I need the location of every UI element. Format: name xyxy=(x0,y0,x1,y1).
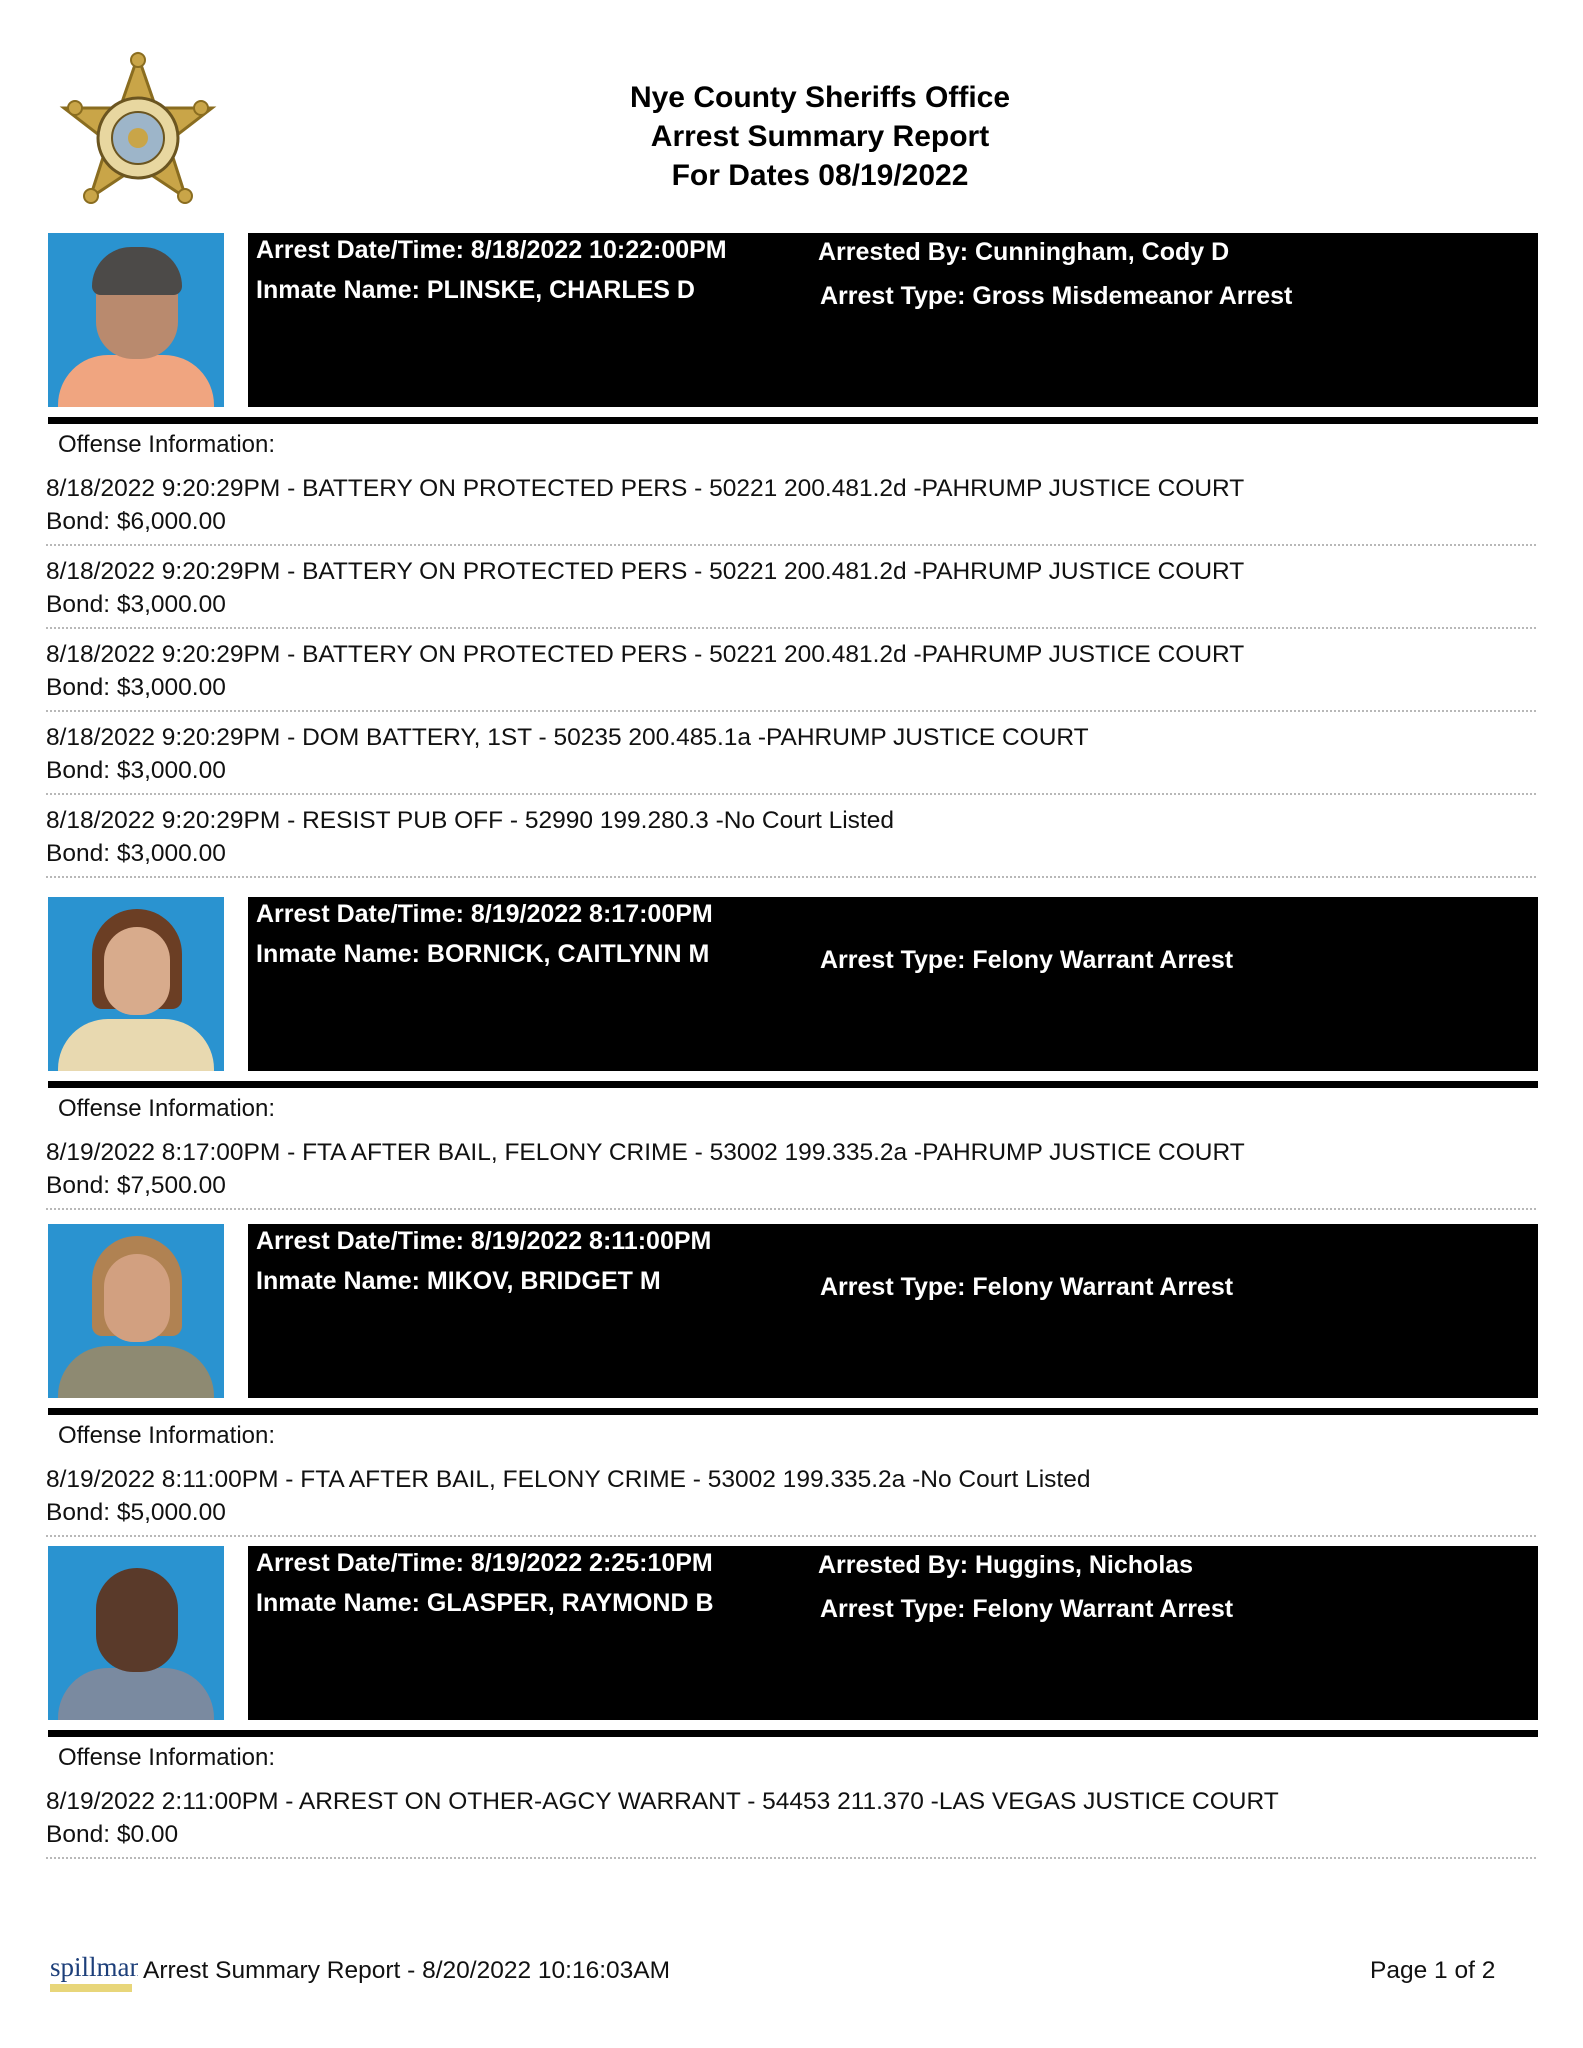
arrest-record xyxy=(48,1224,1538,1432)
offense-bond: Bond: $3,000.00 xyxy=(46,757,226,784)
arrest-datetime: Arrest Date/Time: 8/18/2022 10:22:00PM xyxy=(256,236,727,264)
dotted-separator xyxy=(46,793,1536,795)
offense-line: 8/18/2022 9:20:29PM - BATTERY ON PROTECTED PERS - 50221 200.481.2d -PAHRUMP JUSTICE COURT xyxy=(46,641,1245,668)
offense-line: 8/19/2022 2:11:00PM - ARREST ON OTHER-AGCY WARRANT - 54453 211.370 -LAS VEGAS JUSTICE COURT xyxy=(46,1788,1279,1815)
report-title: Arrest Summary Report xyxy=(650,120,990,153)
inmate-name: Inmate Name: PLINSKE, CHARLES D xyxy=(256,276,695,304)
offense-header: Offense Information: xyxy=(58,1095,276,1122)
arrest-type: Arrest Type: Gross Misdemeanor Arrest xyxy=(820,282,1293,310)
offense-entry xyxy=(46,804,1536,878)
inmate-photo xyxy=(48,897,224,1071)
offense-bond: Bond: $7,500.00 xyxy=(46,1172,226,1199)
inmate-name: Inmate Name: MIKOV, BRIDGET M xyxy=(256,1267,661,1295)
arrest-datetime: Arrest Date/Time: 8/19/2022 8:17:00PM xyxy=(256,900,713,928)
arrest-info-box xyxy=(248,1546,1538,1720)
offense-entry xyxy=(46,1136,1536,1210)
offense-header: Offense Information: xyxy=(58,431,276,458)
offense-header: Offense Information: xyxy=(58,1744,276,1771)
offense-line: 8/18/2022 9:20:29PM - BATTERY ON PROTECTED PERS - 50221 200.481.2d -PAHRUMP JUSTICE COURT xyxy=(46,558,1245,585)
dotted-separator xyxy=(46,710,1536,712)
inmate-photo xyxy=(48,1546,224,1720)
offense-entry xyxy=(46,1463,1536,1537)
arrested-by: Arrested By: Cunningham, Cody D xyxy=(818,238,1230,266)
section-divider xyxy=(48,1730,1538,1737)
section-divider xyxy=(48,417,1538,424)
dotted-separator xyxy=(46,1535,1536,1537)
inmate-name: Inmate Name: GLASPER, RAYMOND B xyxy=(256,1589,714,1617)
arrest-type: Arrest Type: Felony Warrant Arrest xyxy=(820,1273,1234,1301)
arrest-info-box xyxy=(248,233,1538,407)
offense-entry xyxy=(46,721,1536,795)
arrest-datetime: Arrest Date/Time: 8/19/2022 8:11:00PM xyxy=(256,1227,712,1255)
offense-entry xyxy=(46,472,1536,546)
section-divider xyxy=(48,1408,1538,1415)
spillman-logo-icon xyxy=(50,1950,138,1994)
agency-name: Nye County Sheriffs Office xyxy=(629,81,1011,114)
offense-entry xyxy=(46,555,1536,629)
arrest-info-box xyxy=(248,897,1538,1071)
offense-line: 8/18/2022 9:20:29PM - DOM BATTERY, 1ST - 50235 200.485.1a -PAHRUMP JUSTICE COURT xyxy=(46,724,1089,751)
offense-bond: Bond: $6,000.00 xyxy=(46,508,226,535)
footer-text: Arrest Summary Report - 8/20/2022 10:16:03AM xyxy=(143,1957,671,1984)
offense-line: 8/19/2022 8:17:00PM - FTA AFTER BAIL, FELONY CRIME - 53002 199.335.2a -PAHRUMP JUSTICE COURT xyxy=(46,1139,1245,1166)
arrest-type: Arrest Type: Felony Warrant Arrest xyxy=(820,1595,1234,1623)
arrest-record xyxy=(48,233,1538,441)
offense-bond: Bond: $3,000.00 xyxy=(46,840,226,867)
arrest-record xyxy=(48,1546,1538,1754)
arrest-info-box xyxy=(248,1224,1538,1398)
offense-bond: Bond: $0.00 xyxy=(46,1821,179,1848)
arrest-type: Arrest Type: Felony Warrant Arrest xyxy=(820,946,1234,974)
offense-line: 8/18/2022 9:20:29PM - BATTERY ON PROTECTED PERS - 50221 200.481.2d -PAHRUMP JUSTICE COURT xyxy=(46,475,1245,502)
inmate-photo xyxy=(48,1224,224,1398)
page-number: Page 1 of 2 xyxy=(1370,1957,1496,1984)
offense-bond: Bond: $5,000.00 xyxy=(46,1499,226,1526)
dotted-separator xyxy=(46,544,1536,546)
offense-bond: Bond: $3,000.00 xyxy=(46,674,226,701)
inmate-photo xyxy=(48,233,224,407)
report-dates: For Dates 08/19/2022 xyxy=(671,159,969,192)
arrested-by: Arrested By: Huggins, Nicholas xyxy=(818,1551,1194,1579)
offense-line: 8/19/2022 8:11:00PM - FTA AFTER BAIL, FELONY CRIME - 53002 199.335.2a -No Court Listed xyxy=(46,1466,1091,1493)
offense-line: 8/18/2022 9:20:29PM - RESIST PUB OFF - 52990 199.280.3 -No Court Listed xyxy=(46,807,894,834)
inmate-name: Inmate Name: BORNICK, CAITLYNN M xyxy=(256,940,710,968)
brand-text: spillman xyxy=(50,1952,138,1982)
offense-bond: Bond: $3,000.00 xyxy=(46,591,226,618)
report-header xyxy=(0,78,1583,195)
dotted-separator xyxy=(46,1208,1536,1210)
offense-entry xyxy=(46,638,1536,712)
dotted-separator xyxy=(46,627,1536,629)
arrest-record xyxy=(48,897,1538,1105)
arrest-datetime: Arrest Date/Time: 8/19/2022 2:25:10PM xyxy=(256,1549,713,1577)
dotted-separator xyxy=(46,1857,1536,1859)
page-footer xyxy=(0,1948,1583,1998)
section-divider xyxy=(48,1081,1538,1088)
dotted-separator xyxy=(46,876,1536,878)
offense-entry xyxy=(46,1785,1536,1859)
offense-header: Offense Information: xyxy=(58,1422,276,1449)
